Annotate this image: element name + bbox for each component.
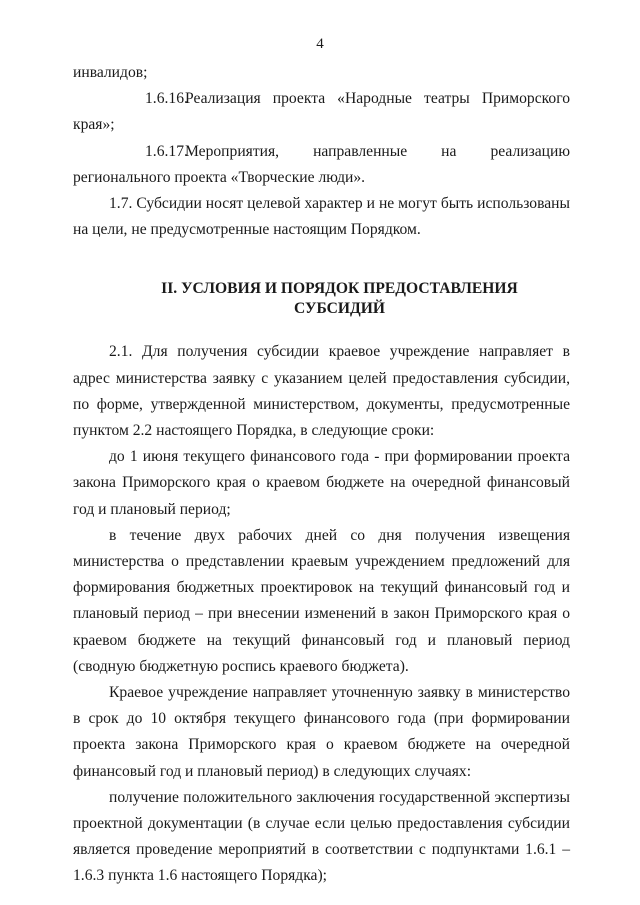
- paragraph-expertise-conclusion: получение положительного заключения государственной экспертизы проектной документации (в случае если целью предоставления субсидии является проведение мероприятий в соответствии с подпунктами 1.6.1 – 1.6.3 пункта 1.6 настоящего Порядка);: [73, 788, 570, 885]
- paragraph-deadline-two-days: в течение двух рабочих дней со дня получения извещения министерства о представлении краевым учреждением предложений для формирования бюджетных проектировок на текущий финансовый год и плановый период – при внесении изменений в закон Приморского края о краевом бюджете на текущий финансовый год и плановый период (сводную бюджетную роспись краевого бюджета).: [73, 526, 570, 675]
- document-body: [73, 60, 570, 890]
- item-text: Реализация проекта «Народные театры Приморского края»;: [73, 90, 570, 134]
- section-heading: [73, 279, 570, 319]
- list-item-1-6-17: [73, 139, 570, 191]
- list-item-1-6-16: [73, 86, 570, 138]
- item-text: Мероприятия, направленные на реализацию регионального проекта «Творческие люди».: [73, 142, 570, 186]
- paragraph-updated-application: Краевое учреждение направляет уточненную заявку в министерство в срок до 10 октября текущего финансового года (при формировании проекта закона Приморского края о краевом бюджете на очередной финансовый год и плановый период) в следующих случаях:: [73, 684, 570, 780]
- paragraph-1-7: 1.7. Субсидии носят целевой характер и не могут быть использованы на цели, не предусмотренные настоящим Порядком.: [73, 195, 570, 239]
- item-number: 1.6.17.: [145, 142, 188, 160]
- section-heading-line-2: СУБСИДИЙ: [293, 300, 386, 318]
- section-heading-line-1: II. УСЛОВИЯ И ПОРЯДОК ПРЕДОСТАВЛЕНИЯ: [161, 280, 518, 298]
- page-number: 4: [316, 36, 324, 52]
- paragraph-continuation: инвалидов;: [73, 64, 148, 81]
- paragraph-2-1: 2.1. Для получения субсидии краевое учреждение направляет в адрес министерства заявку с указанием целей предоставления субсидии, по форме, утвержденной министерством, документы, предусмотренные пунктом 2.2 настоящего Порядка, в следующие сроки:: [73, 343, 570, 440]
- item-number: 1.6.16.: [145, 90, 188, 108]
- paragraph-deadline-june: до 1 июня текущего финансового года - при формировании проекта закона Приморского края о краевом бюджете на очередной финансовый год и плановый период;: [73, 448, 570, 518]
